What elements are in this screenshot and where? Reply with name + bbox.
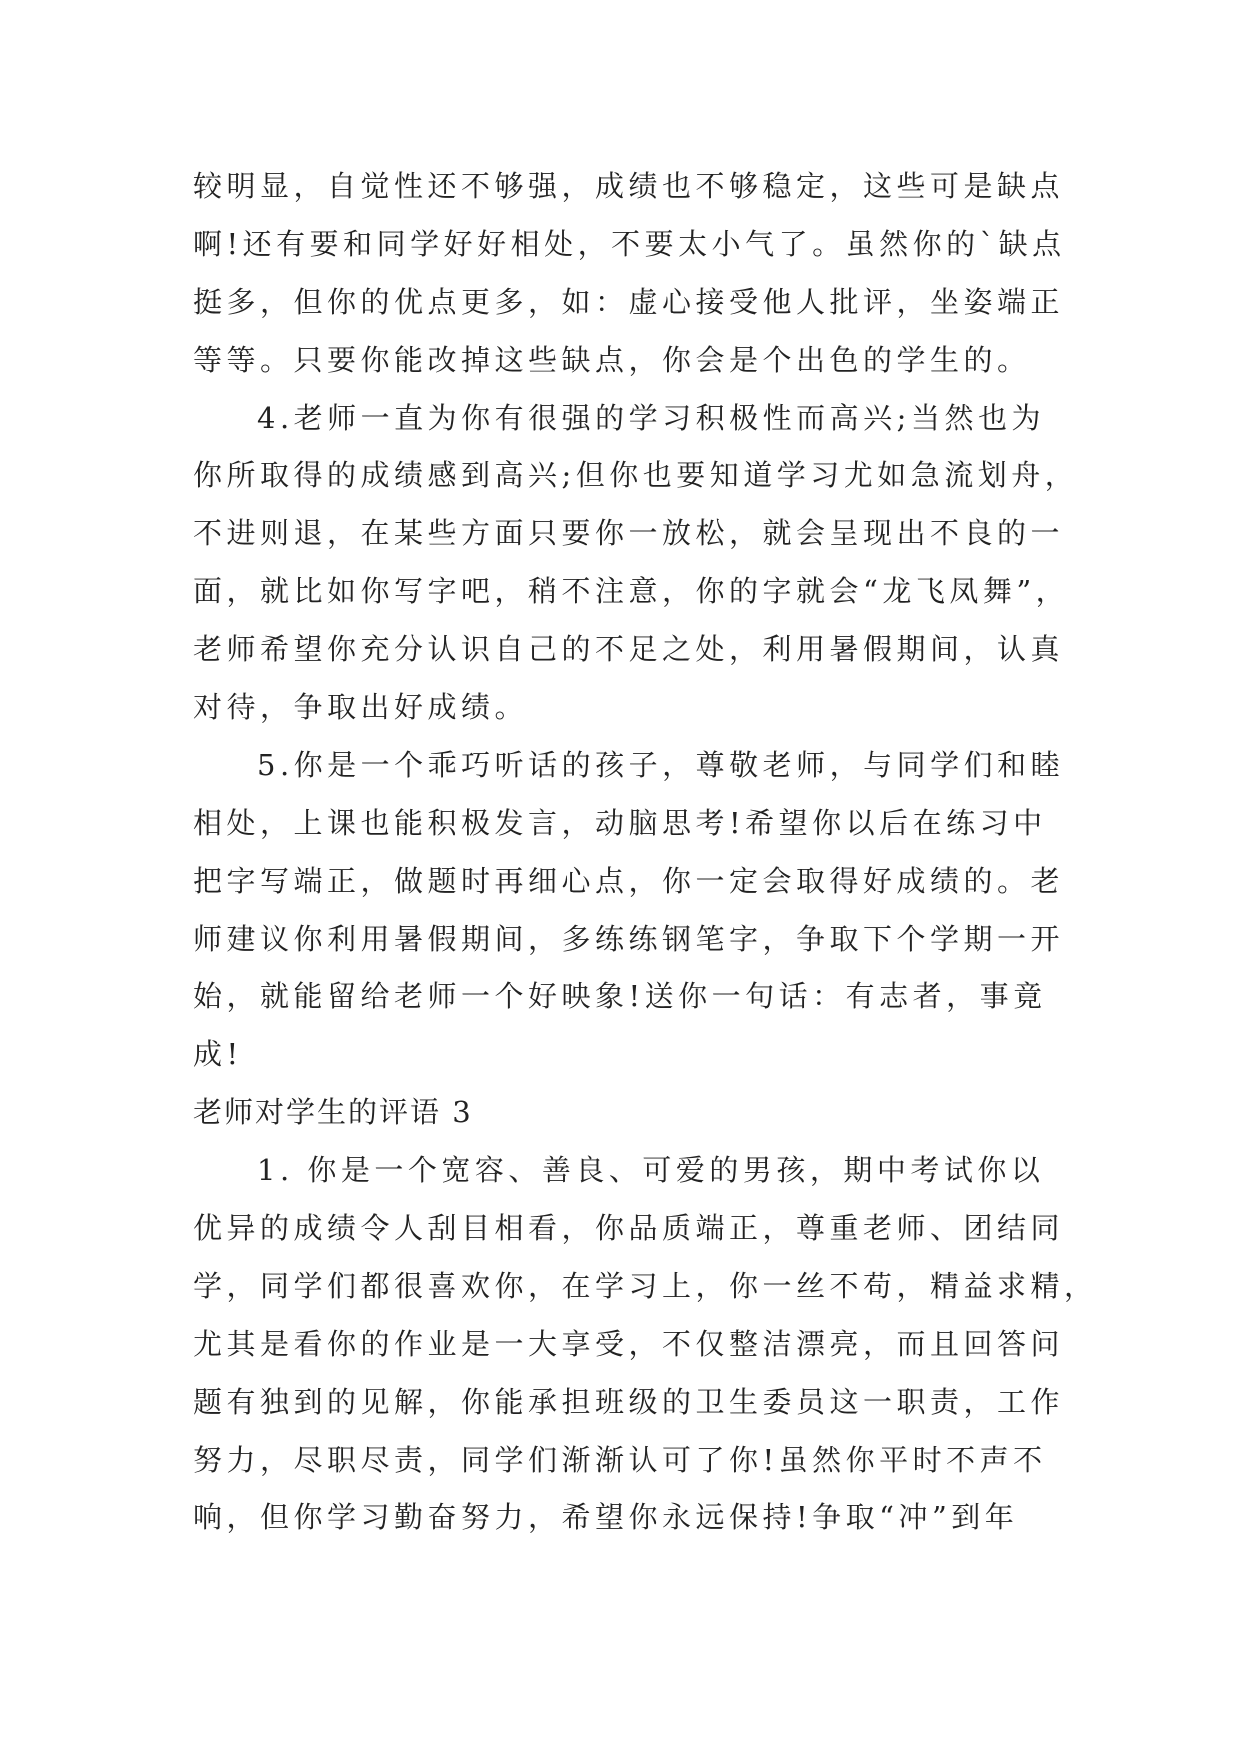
text-line: 始，就能留给老师一个好映象!送你一句话：有志者，事竟 [193,979,1047,1014]
text-line: 响，但你学习勤奋努力，希望你永远保持!争取“冲”到年 [193,1500,1019,1535]
text-line: 较明显，自觉性还不够强，成绩也不够稳定，这些可是缺点 [193,169,1065,203]
paragraph-start-line: 5.你是一个乖巧听话的孩子，尊敬老师，与同学们和睦 [257,747,1065,782]
text-line: 学，同学们都很喜欢你，在学习上，你一丝不苟，精益求精， [193,1268,1098,1303]
text-line: 成! [193,1037,243,1072]
section-heading: 老师对学生的评语 3 [193,1095,473,1130]
document-page [193,158,1098,1547]
text-line: 不进则退，在某些方面只要你一放松，就会呈现出不良的一 [193,516,1065,551]
text-line: 面，就比如你写字吧，稍不注意，你的字就会“龙飞凤舞”， [193,574,1070,609]
text-line: 把字写端正，做题时再细心点，你一定会取得好成绩的。老 [193,863,1065,898]
text-line: 努力，尽职尽责，同学们渐渐认可了你!虽然你平时不声不 [193,1442,1047,1477]
text-line: 你所取得的成绩感到高兴;但你也要知道学习尤如急流划舟， [193,458,1079,493]
text-line: 优异的成绩令人刮目相看，你品质端正，尊重老师、团结同 [193,1211,1065,1246]
paragraph-start-line: 1. 你是一个宽容、善良、可爱的男孩，期中考试你以 [257,1153,1045,1188]
text-line: 等等。只要你能改掉这些缺点，你会是个出色的学生的。 [193,342,1031,377]
text-line: 师建议你利用暑假期间，多练练钢笔字，争取下个学期一开 [193,921,1065,956]
text-line: 啊!还有要和同学好好相处，不要太小气了。虽然你的`缺点 [193,226,1066,261]
text-line: 挺多，但你的优点更多，如：虚心接受他人批评，坐姿端正 [193,284,1065,319]
text-line: 题有独到的见解，你能承担班级的卫生委员这一职责，工作 [193,1384,1065,1419]
text-line: 对待，争取出好成绩。 [193,690,529,725]
paragraph-start-line: 4.老师一直为你有很强的学习积极性而高兴;当然也为 [257,400,1045,435]
text-line: 相处，上课也能积极发言，动脑思考!希望你以后在练习中 [193,805,1047,840]
text-line: 尤其是看你的作业是一大享受，不仅整洁漂亮，而且回答问 [193,1326,1065,1361]
text-line: 老师希望你充分认识自己的不足之处，利用暑假期间，认真 [193,632,1065,667]
